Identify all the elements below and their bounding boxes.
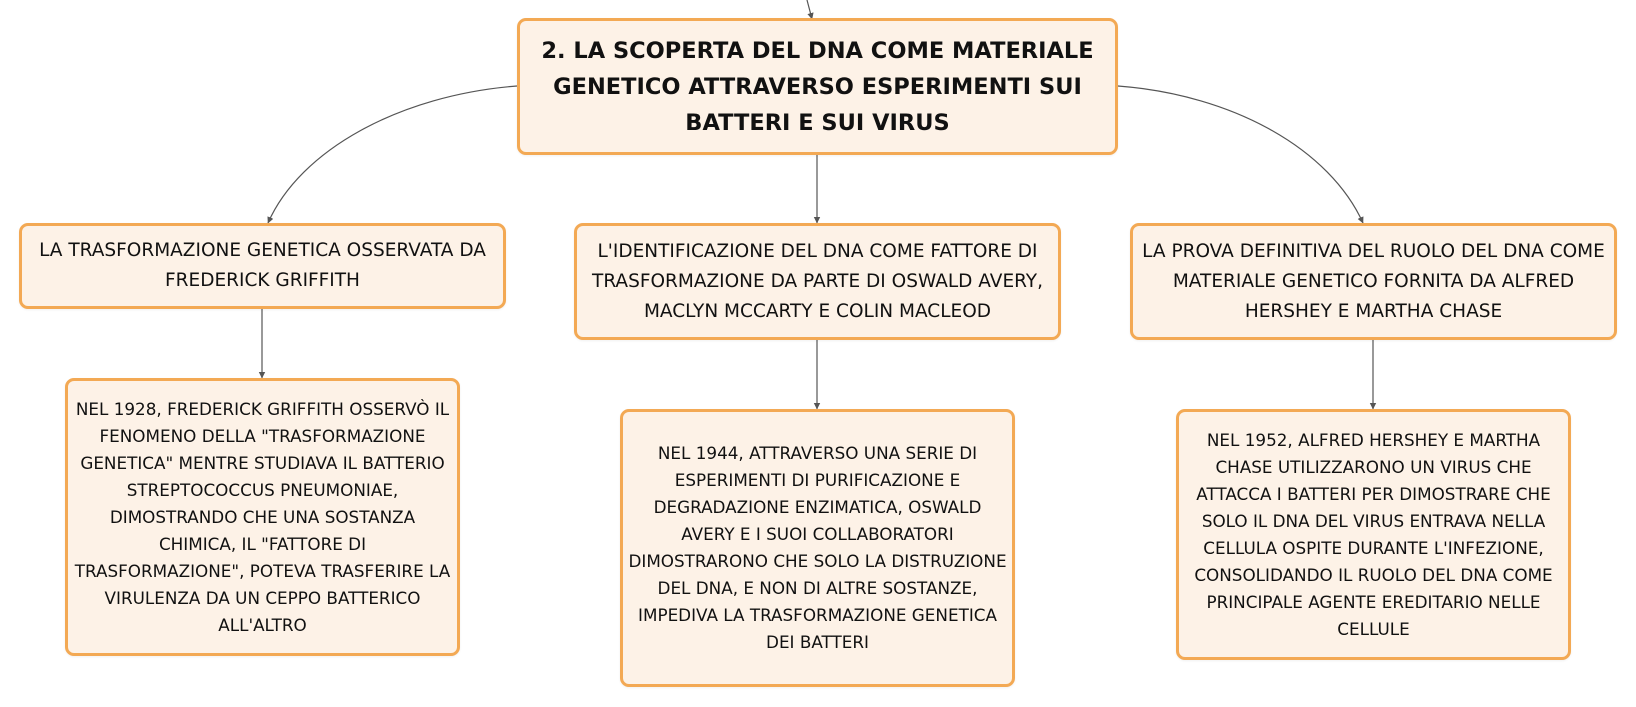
detail-text-griffith: NEL 1928, FREDERICK GRIFFITH OSSERVÒ IL FENOMENO DELLA "TRASFORMAZIONE GENETICA" MENTRE STUDIAVA IL BATTERIO STREPTOCOCCUS PNEUMONIAE, DIMOSTRANDO CHE UNA SOSTANZA CHIMICA, IL "FATTORE DI TRASFORMAZIONE", POTEVA TRASFERIRE LA VIRULENZA DA UN CEPPO BATTERICO ALL'ALTRO: [74, 398, 451, 635]
detail-text-avery: NEL 1944, ATTRAVERSO UNA SERIE DI ESPERIMENTI DI PURIFICAZIONE E DEGRADAZIONE ENZIMATICA, OSWALD AVERY E I SUOI COLLABORATORI DIMOSTRARONO CHE SOLO LA DISTRUZIONE DEL DNA, E NON DI ALTRE SOSTANZE, IMPEDIVA LA TRASFORMAZIONE GENETICA DEI BATTERI: [628, 443, 1007, 652]
connector-root-to-griffith: [268, 86, 517, 223]
connector-parent-to-root: [807, 0, 812, 19]
detail-node-avery[interactable]: [620, 409, 1015, 687]
detail-node-griffith[interactable]: [65, 378, 460, 656]
branch-node-avery[interactable]: [574, 223, 1061, 340]
branch-node-hershey[interactable]: [1130, 223, 1617, 340]
root-topic-text: 2. LA SCOPERTA DEL DNA COME MATERIALE GENETICO ATTRAVERSO ESPERIMENTI SUI BATTERI E SUI VIRUS: [541, 37, 1094, 136]
branch-node-griffith[interactable]: [19, 223, 506, 309]
branch-title-hershey: LA PROVA DEFINITIVA DEL RUOLO DEL DNA COME MATERIALE GENETICO FORNITA DA ALFRED HERSHEY E MARTHA CHASE: [1142, 240, 1605, 322]
detail-node-hershey[interactable]: [1176, 409, 1571, 660]
branch-title-avery: L'IDENTIFICAZIONE DEL DNA COME FATTORE DI TRASFORMAZIONE DA PARTE DI OSWALD AVERY, MACLYN MCCARTY E COLIN MACLEOD: [592, 240, 1043, 322]
connector-root-to-hershey: [1118, 86, 1363, 223]
root-topic-node[interactable]: [517, 18, 1118, 155]
detail-text-hershey: NEL 1952, ALFRED HERSHEY E MARTHA CHASE UTILIZZARONO UN VIRUS CHE ATTACCA I BATTERI PER DIMOSTRARE CHE SOLO IL DNA DEL VIRUS ENTRAVA NELLA CELLULA OSPITE DURANTE L'INFEZIONE, CONSOLIDANDO IL RUOLO DEL DNA COME PRINCIPALE AGENTE EREDITARIO NELLE CELLULE: [1194, 429, 1553, 639]
branch-title-griffith: LA TRASFORMAZIONE GENETICA OSSERVATA DA FREDERICK GRIFFITH: [39, 240, 486, 291]
